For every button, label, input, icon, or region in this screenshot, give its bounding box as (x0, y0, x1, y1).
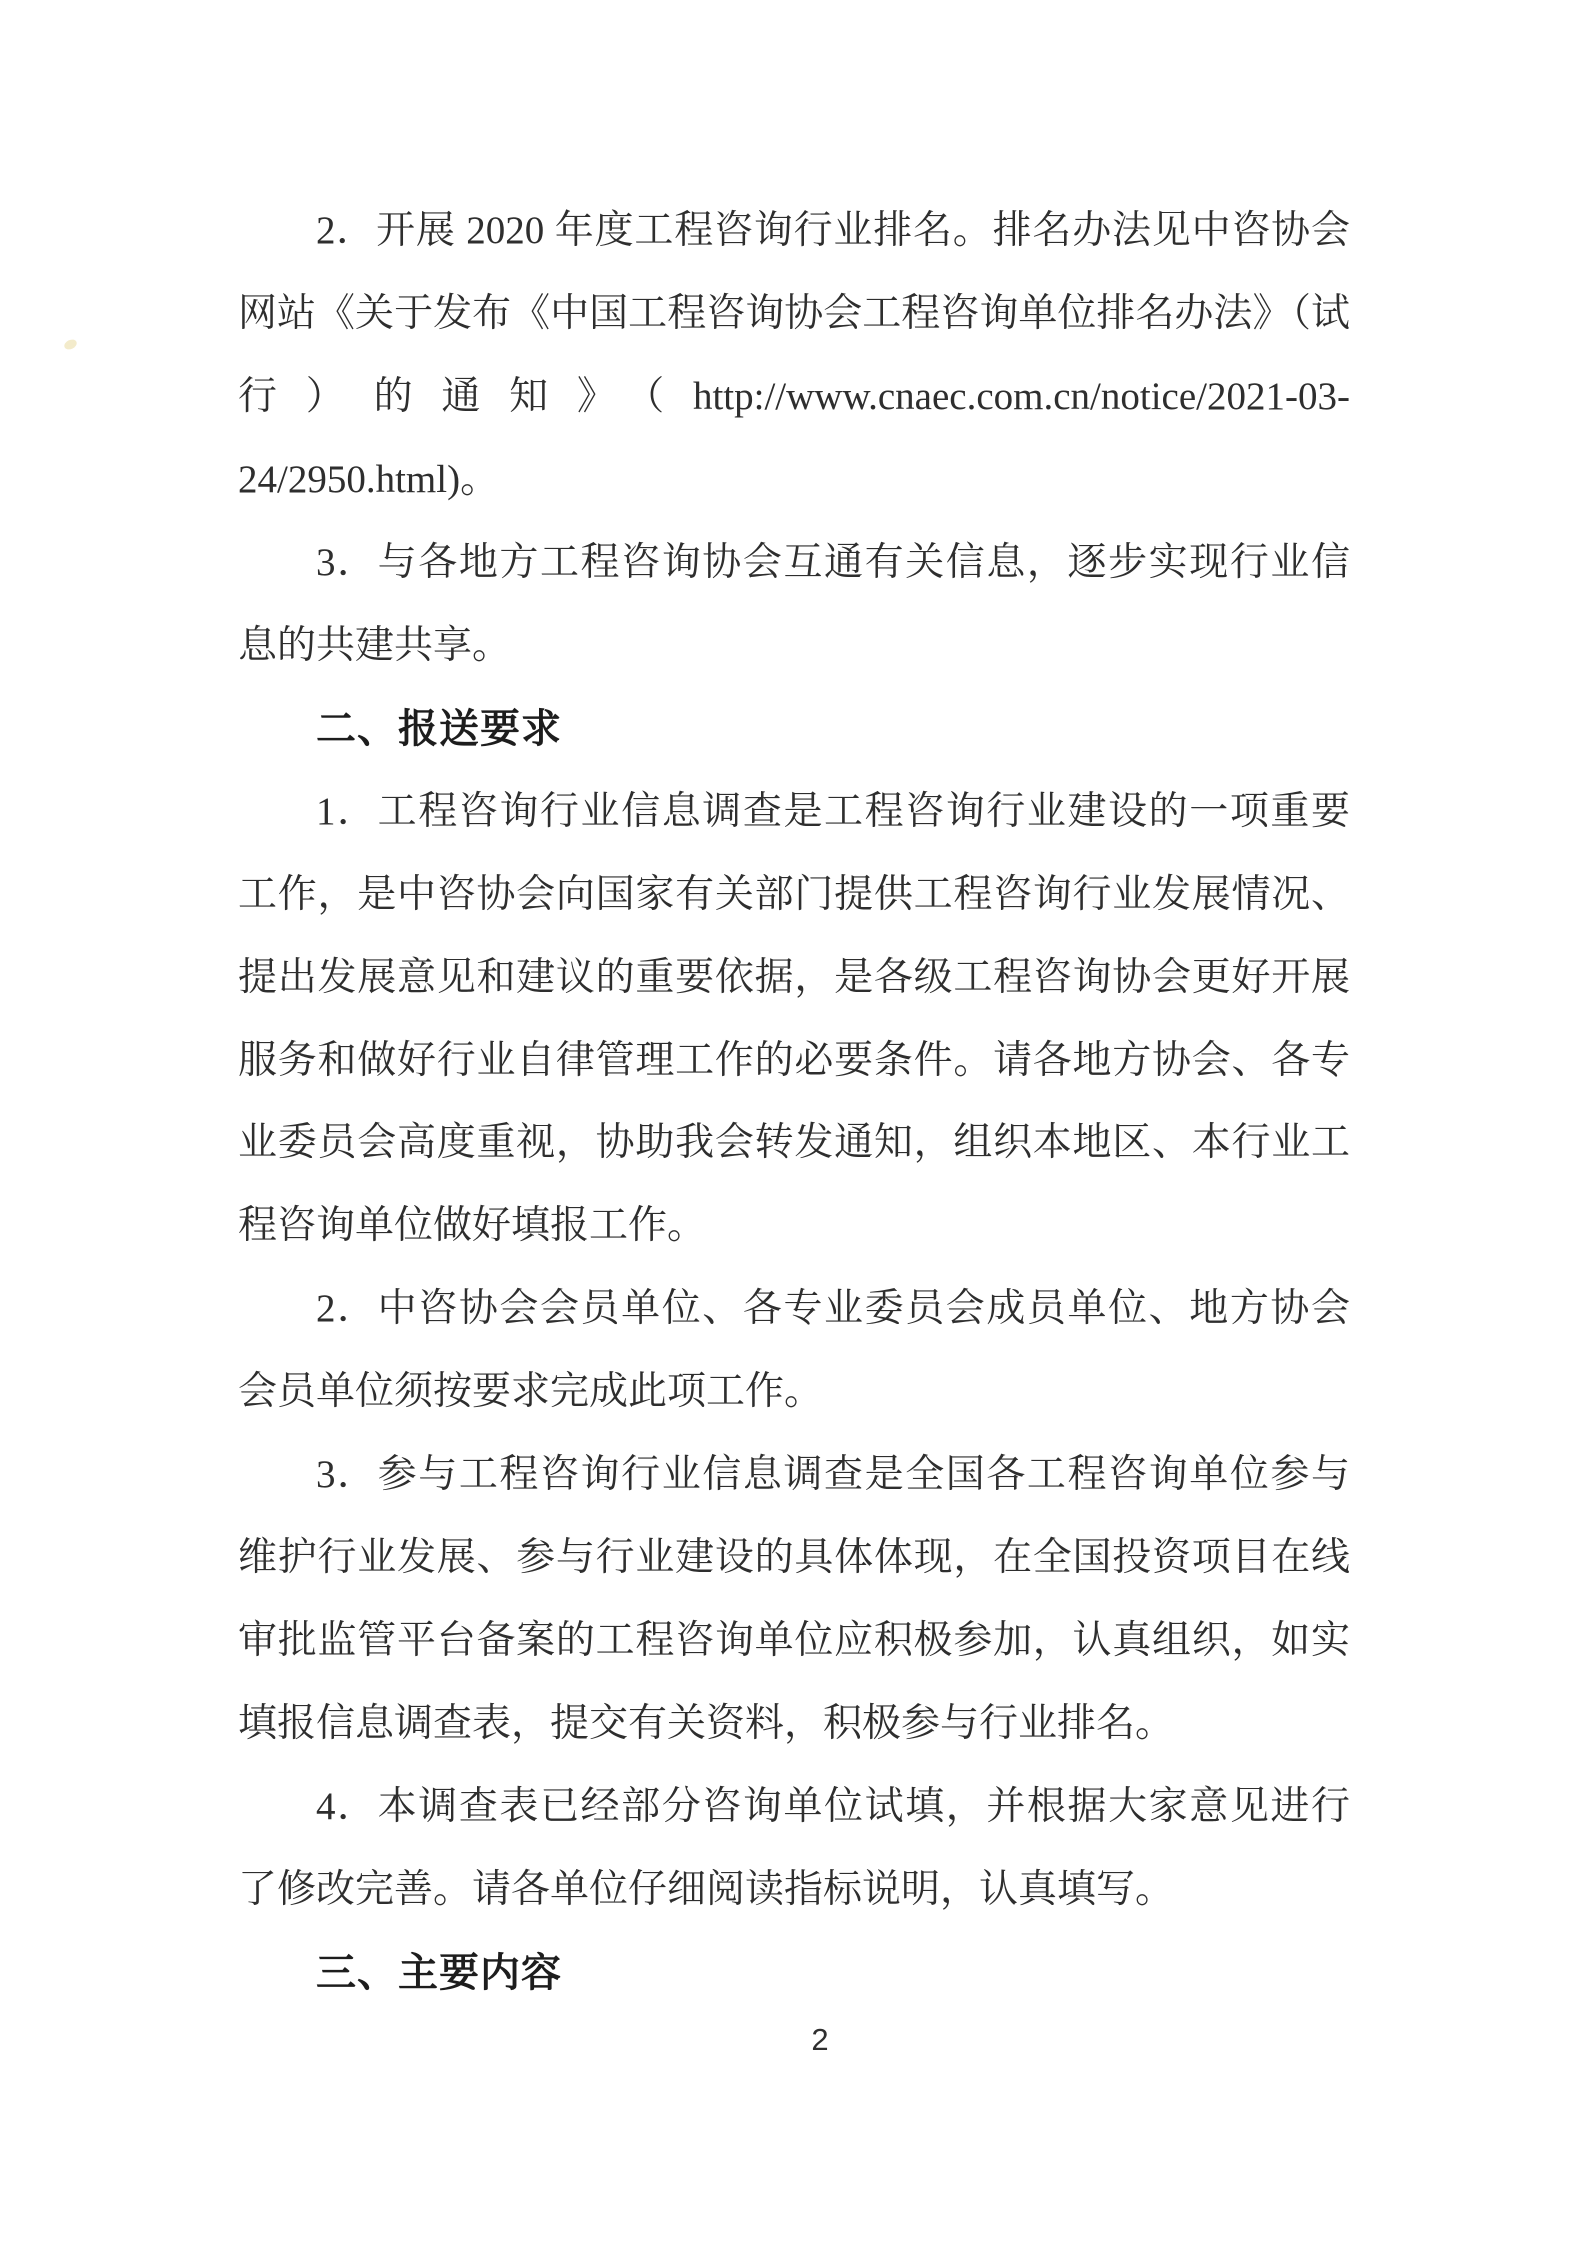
text-line: 4．本调查表已经部分咨询单位试填，并根据大家意见进行 (316, 1785, 1350, 1828)
text-line: 程咨询单位做好填报工作。 (238, 1204, 707, 1247)
text-line: 了修改完善。请各单位仔细阅读指标说明，认真填写。 (238, 1868, 1175, 1911)
text-line: 提出发展意见和建议的重要依据，是各级工程咨询协会更好开展 (238, 956, 1350, 999)
text-line: 2．开展 2020 年度工程咨询行业排名。排名办法见中咨协会 (316, 209, 1350, 252)
text-line: 24/2950.html)。 (238, 458, 500, 501)
text-line: 网站《关于发布《中国工程咨询协会工程咨询单位排名办法》（试 (238, 292, 1350, 335)
text-line: 服务和做好行业自律管理工作的必要条件。请各地方协会、各专 (238, 1039, 1350, 1082)
text-line: 审批监管平台备案的工程咨询单位应积极参加，认真组织，如实 (238, 1619, 1350, 1662)
section-heading: 三、主要内容 (316, 1951, 562, 1995)
text-line: 1．工程咨询行业信息调查是工程咨询行业建设的一项重要 (316, 790, 1350, 833)
text-line: 息的共建共享。 (238, 624, 512, 667)
text-line: 3．与各地方工程咨询协会互通有关信息，逐步实现行业信 (316, 541, 1350, 584)
text-line: 会员单位须按要求完成此项工作。 (238, 1370, 824, 1413)
text-line: 2．中咨协会会员单位、各专业委员会成员单位、地方协会 (316, 1287, 1350, 1330)
text-line: 维护行业发展、参与行业建设的具体体现，在全国投资项目在线 (238, 1536, 1350, 1579)
text-line: 业委员会高度重视，协助我会转发通知，组织本地区、本行业工 (238, 1121, 1350, 1164)
page-number: 2 (811, 2022, 829, 2057)
text-line: 工作，是中咨协会向国家有关部门提供工程咨询行业发展情况、 (238, 873, 1350, 916)
text-line: 填报信息调查表，提交有关资料，积极参与行业排名。 (238, 1702, 1175, 1745)
text-line: 行）的通知》（http://www.cnaec.com.cn/notice/2021-03- (238, 375, 1350, 418)
section-heading: 二、报送要求 (316, 707, 562, 751)
text-line: 3．参与工程咨询行业信息调查是全国各工程咨询单位参与 (316, 1453, 1350, 1496)
